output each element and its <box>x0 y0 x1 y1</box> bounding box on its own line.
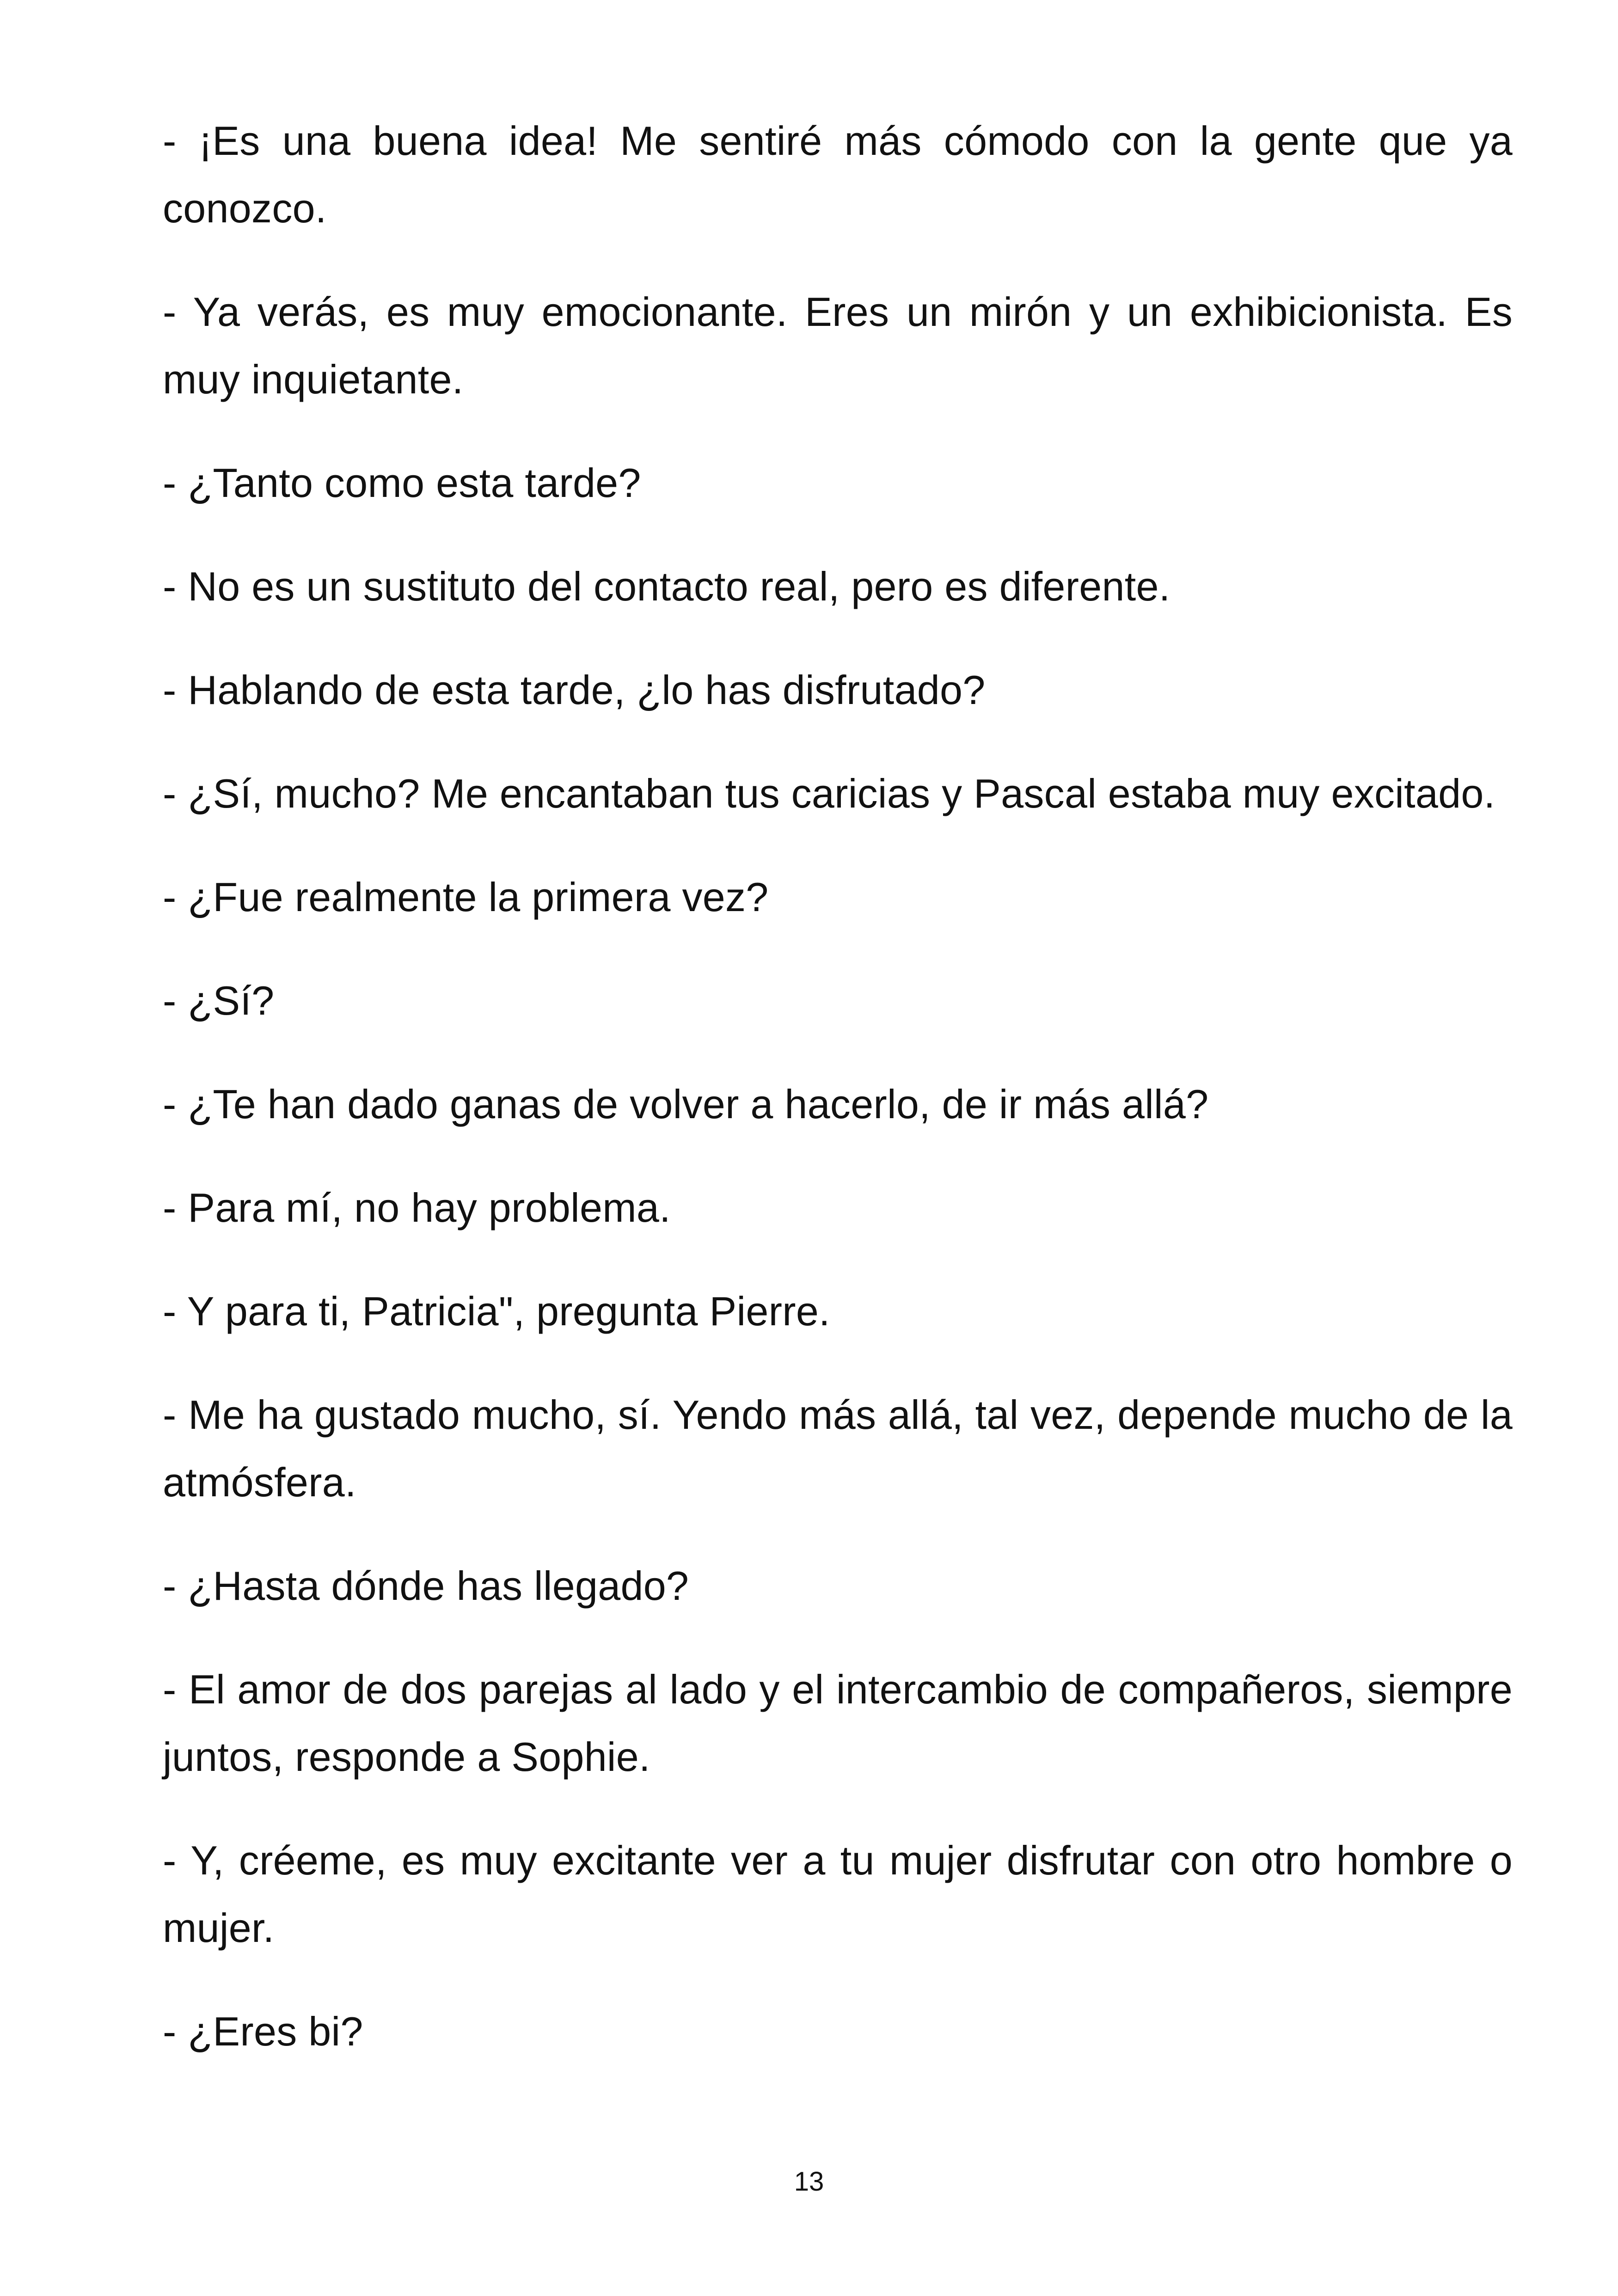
dialogue-paragraph: - El amor de dos parejas al lado y el intercambio de compañeros, siempre juntos, responde a Sophie. <box>163 1666 1513 1780</box>
dialogue-paragraph: - Hablando de esta tarde, ¿lo has disfrutado? <box>163 667 986 713</box>
dialogue-paragraph: - ¿Eres bi? <box>163 2008 363 2054</box>
dialogue-paragraph: - ¿Tanto como esta tarde? <box>163 460 641 506</box>
dialogue-paragraph: - Para mí, no hay problema. <box>163 1185 671 1231</box>
dialogue-paragraph: - ¿Sí, mucho? Me encantaban tus caricias y Pascal estaba muy excitado. <box>163 771 1495 816</box>
dialogue-paragraph: - ¿Sí? <box>163 978 275 1023</box>
dialogue-paragraph: - Me ha gustado mucho, sí. Yendo más allá, tal vez, depende mucho de la atmósfera. <box>163 1392 1513 1505</box>
dialogue-paragraph: - ¿Fue realmente la primera vez? <box>163 874 769 920</box>
dialogue-paragraph: - ¿Te han dado ganas de volver a hacerlo, de ir más allá? <box>163 1081 1209 1127</box>
dialogue-paragraph: - ¿Hasta dónde has llegado? <box>163 1563 689 1609</box>
dialogue-paragraph: - Y para ti, Patricia", pregunta Pierre. <box>163 1288 830 1334</box>
dialogue-paragraph: - Y, créeme, es muy excitante ver a tu mujer disfrutar con otro hombre o mujer. <box>163 1837 1513 1951</box>
dialogue-paragraph: - Ya verás, es muy emocionante. Eres un mirón y un exhibicionista. Es muy inquietante. <box>163 289 1513 402</box>
page-number: 13 <box>794 2167 824 2197</box>
dialogue-paragraph: - No es un sustituto del contacto real, pero es diferente. <box>163 563 1171 609</box>
text-body <box>163 107 1513 2101</box>
dialogue-paragraph: - ¡Es una buena idea! Me sentiré más cómodo con la gente que ya conozco. <box>163 118 1513 231</box>
